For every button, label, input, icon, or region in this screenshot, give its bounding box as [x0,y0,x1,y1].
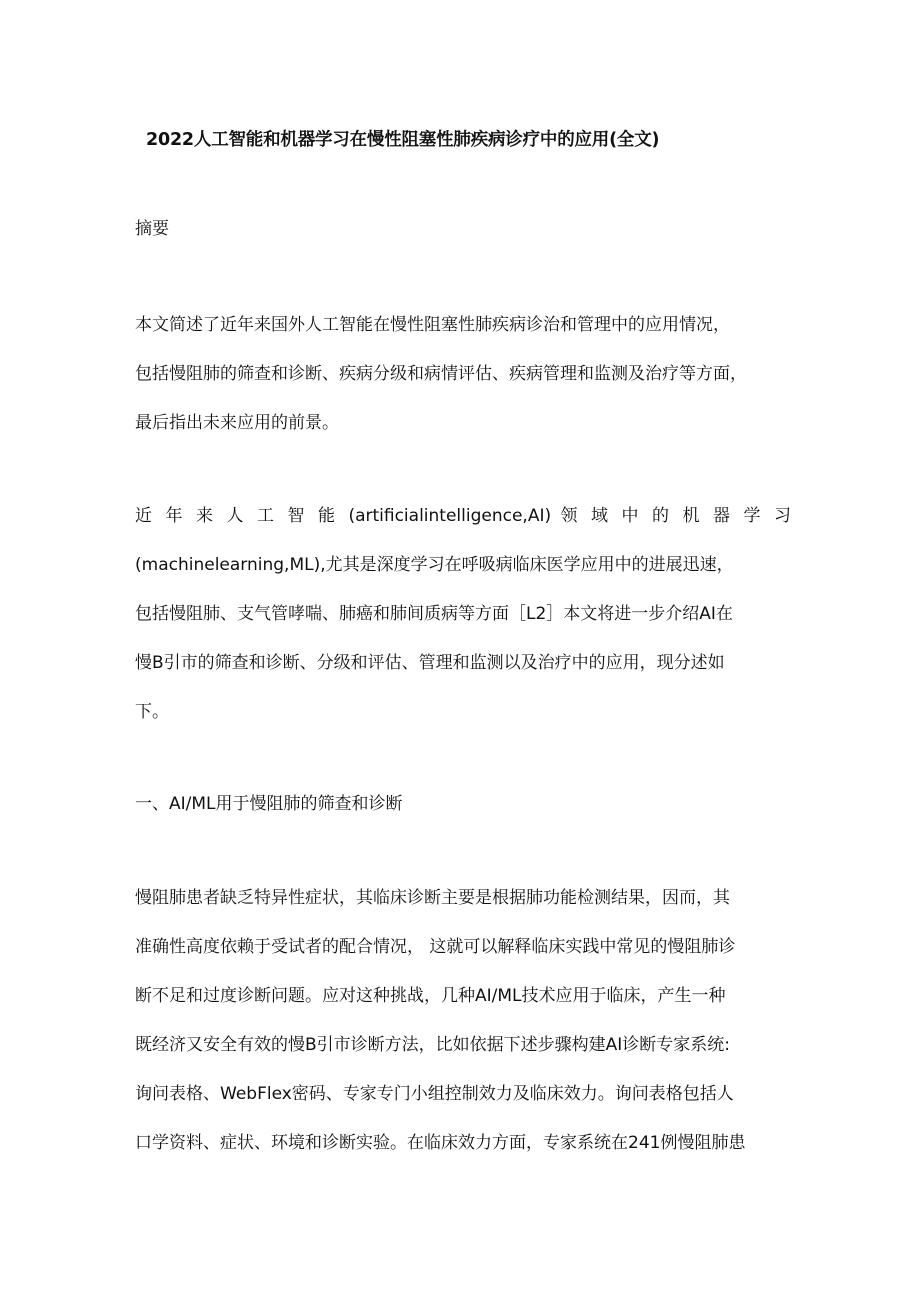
paragraph-line: 询问表格、WebFlex密码、专家专门小组控制效力及临床效力。询问表格包括人 [135,1084,734,1104]
section-1-paragraph [135,885,791,1156]
paragraph-line: 包括慢阻肺、支气管哮喘、肺癌和肺间质病等方面［L2］本文将进一步介绍AI在 [135,604,733,624]
paragraph-line: 本文简述了近年来国外人工智能在慢性阻塞性肺疾病诊治和管理中的应用情况， [135,315,730,335]
abstract-paragraph [135,312,791,436]
paragraph-line: 慢阻肺患者缺乏特异性症状，其临床诊断主要是根据肺功能检测结果，因而，其 [135,888,730,908]
intro-paragraph [135,503,791,725]
paragraph-line: 慢B引市的筛查和诊断、分级和评估、管理和监测以及治疗中的应用，现分述如 [135,653,725,673]
paragraph-line: 包括慢阻肺的筛查和诊断、疾病分级和病情评估、疾病管理和监测及治疗等方面， [135,364,747,384]
abstract-heading: 摘要 [135,219,169,239]
paragraph-line: 断不足和过度诊断问题。应对这种挑战，几种AI/ML技术应用于临床，产生一种 [135,986,726,1006]
paragraph-line: 最后指出未来应用的前景。 [135,413,339,433]
paragraph-line: 下。 [135,702,169,722]
paragraph-line: 准确性高度依赖于受试者的配合情况， 这就可以解释临床实践中常见的慢阻肺诊 [135,937,736,957]
section-1-heading: 一、AI/ML用于慢阻肺的筛查和诊断 [135,794,403,814]
paragraph-line: (machinelearning,ML),尤其是深度学习在呼吸病临床医学应用中的进展迅速， [135,555,734,575]
paragraph-line: 近 年 来 人 工 智 能 (artificialintelligence,AI) 领 域 中 的 机 器 学 习 [135,506,791,526]
paragraph-line: 既经济又安全有效的慢B引市诊断方法，比如依据下述步骤构建AI诊断专家系统: [135,1035,731,1055]
document-title: 2022人工智能和机器学习在慢性阻塞性肺疾病诊疗中的应用(全文) [146,130,660,150]
paragraph-line: 口学资料、症状、环境和诊断实验。在临床效力方面，专家系统在241例慢阻肺患 [135,1133,746,1153]
